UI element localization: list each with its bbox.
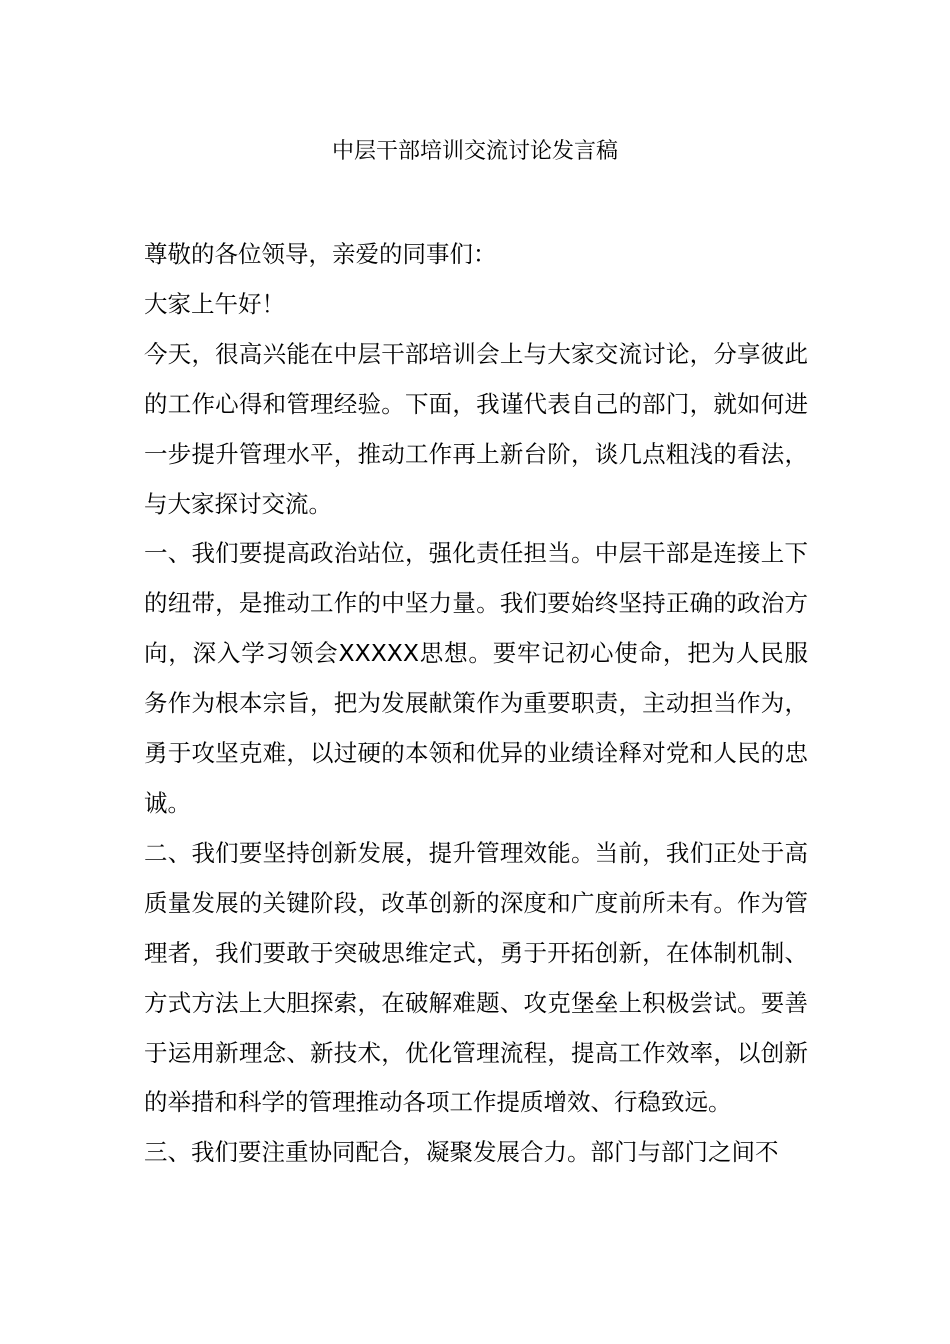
document-title: 中层干部培训交流讨论发言稿 bbox=[331, 139, 618, 164]
point-three-paragraph: 三、我们要注重协同配合，凝聚发展合力。部门与部门之间不 bbox=[144, 1138, 779, 1167]
salutation: 尊敬的各位领导，亲爱的同事们： bbox=[144, 240, 497, 268]
document-body bbox=[144, 230, 808, 1178]
greeting: 大家上午好！ bbox=[144, 289, 285, 318]
point-one-paragraph: 一、我们要提高政治站位，强化责任担当。中层干部是连接上下的纽带，是推动工作的中坚力量。我们要始终坚持正确的政治方向，深入学习领会XXXXX思想。要牢记初心使命，把为人民服务作为根本宗旨，把为发展献策作为重要职责，主动担当作为，勇于攻坚克难，以过硬的本领和优异的业绩诠释对党和人民的忠诚。 bbox=[144, 539, 808, 817]
point-two-paragraph: 二、我们要坚持创新发展，提升管理效能。当前，我们正处于高质量发展的关键阶段，改革创新的深度和广度前所未有。作为管理者，我们要敢于突破思维定式，勇于开拓创新，在体制机制、方式方法上大胆探索，在破解难题、攻克堡垒上积极尝试。要善于运用新理念、新技术，优化管理流程，提高工作效率，以创新的举措和科学的管理推动各项工作提质增效、行稳致远。 bbox=[144, 838, 808, 1117]
intro-paragraph: 今天，很高兴能在中层干部培训会上与大家交流讨论，分享彼此的工作心得和管理经验。下面，我谨代表自己的部门，就如何进一步提升管理水平，推动工作再上新台阶，谈几点粗浅的看法，与大家探讨交流。 bbox=[144, 339, 808, 518]
